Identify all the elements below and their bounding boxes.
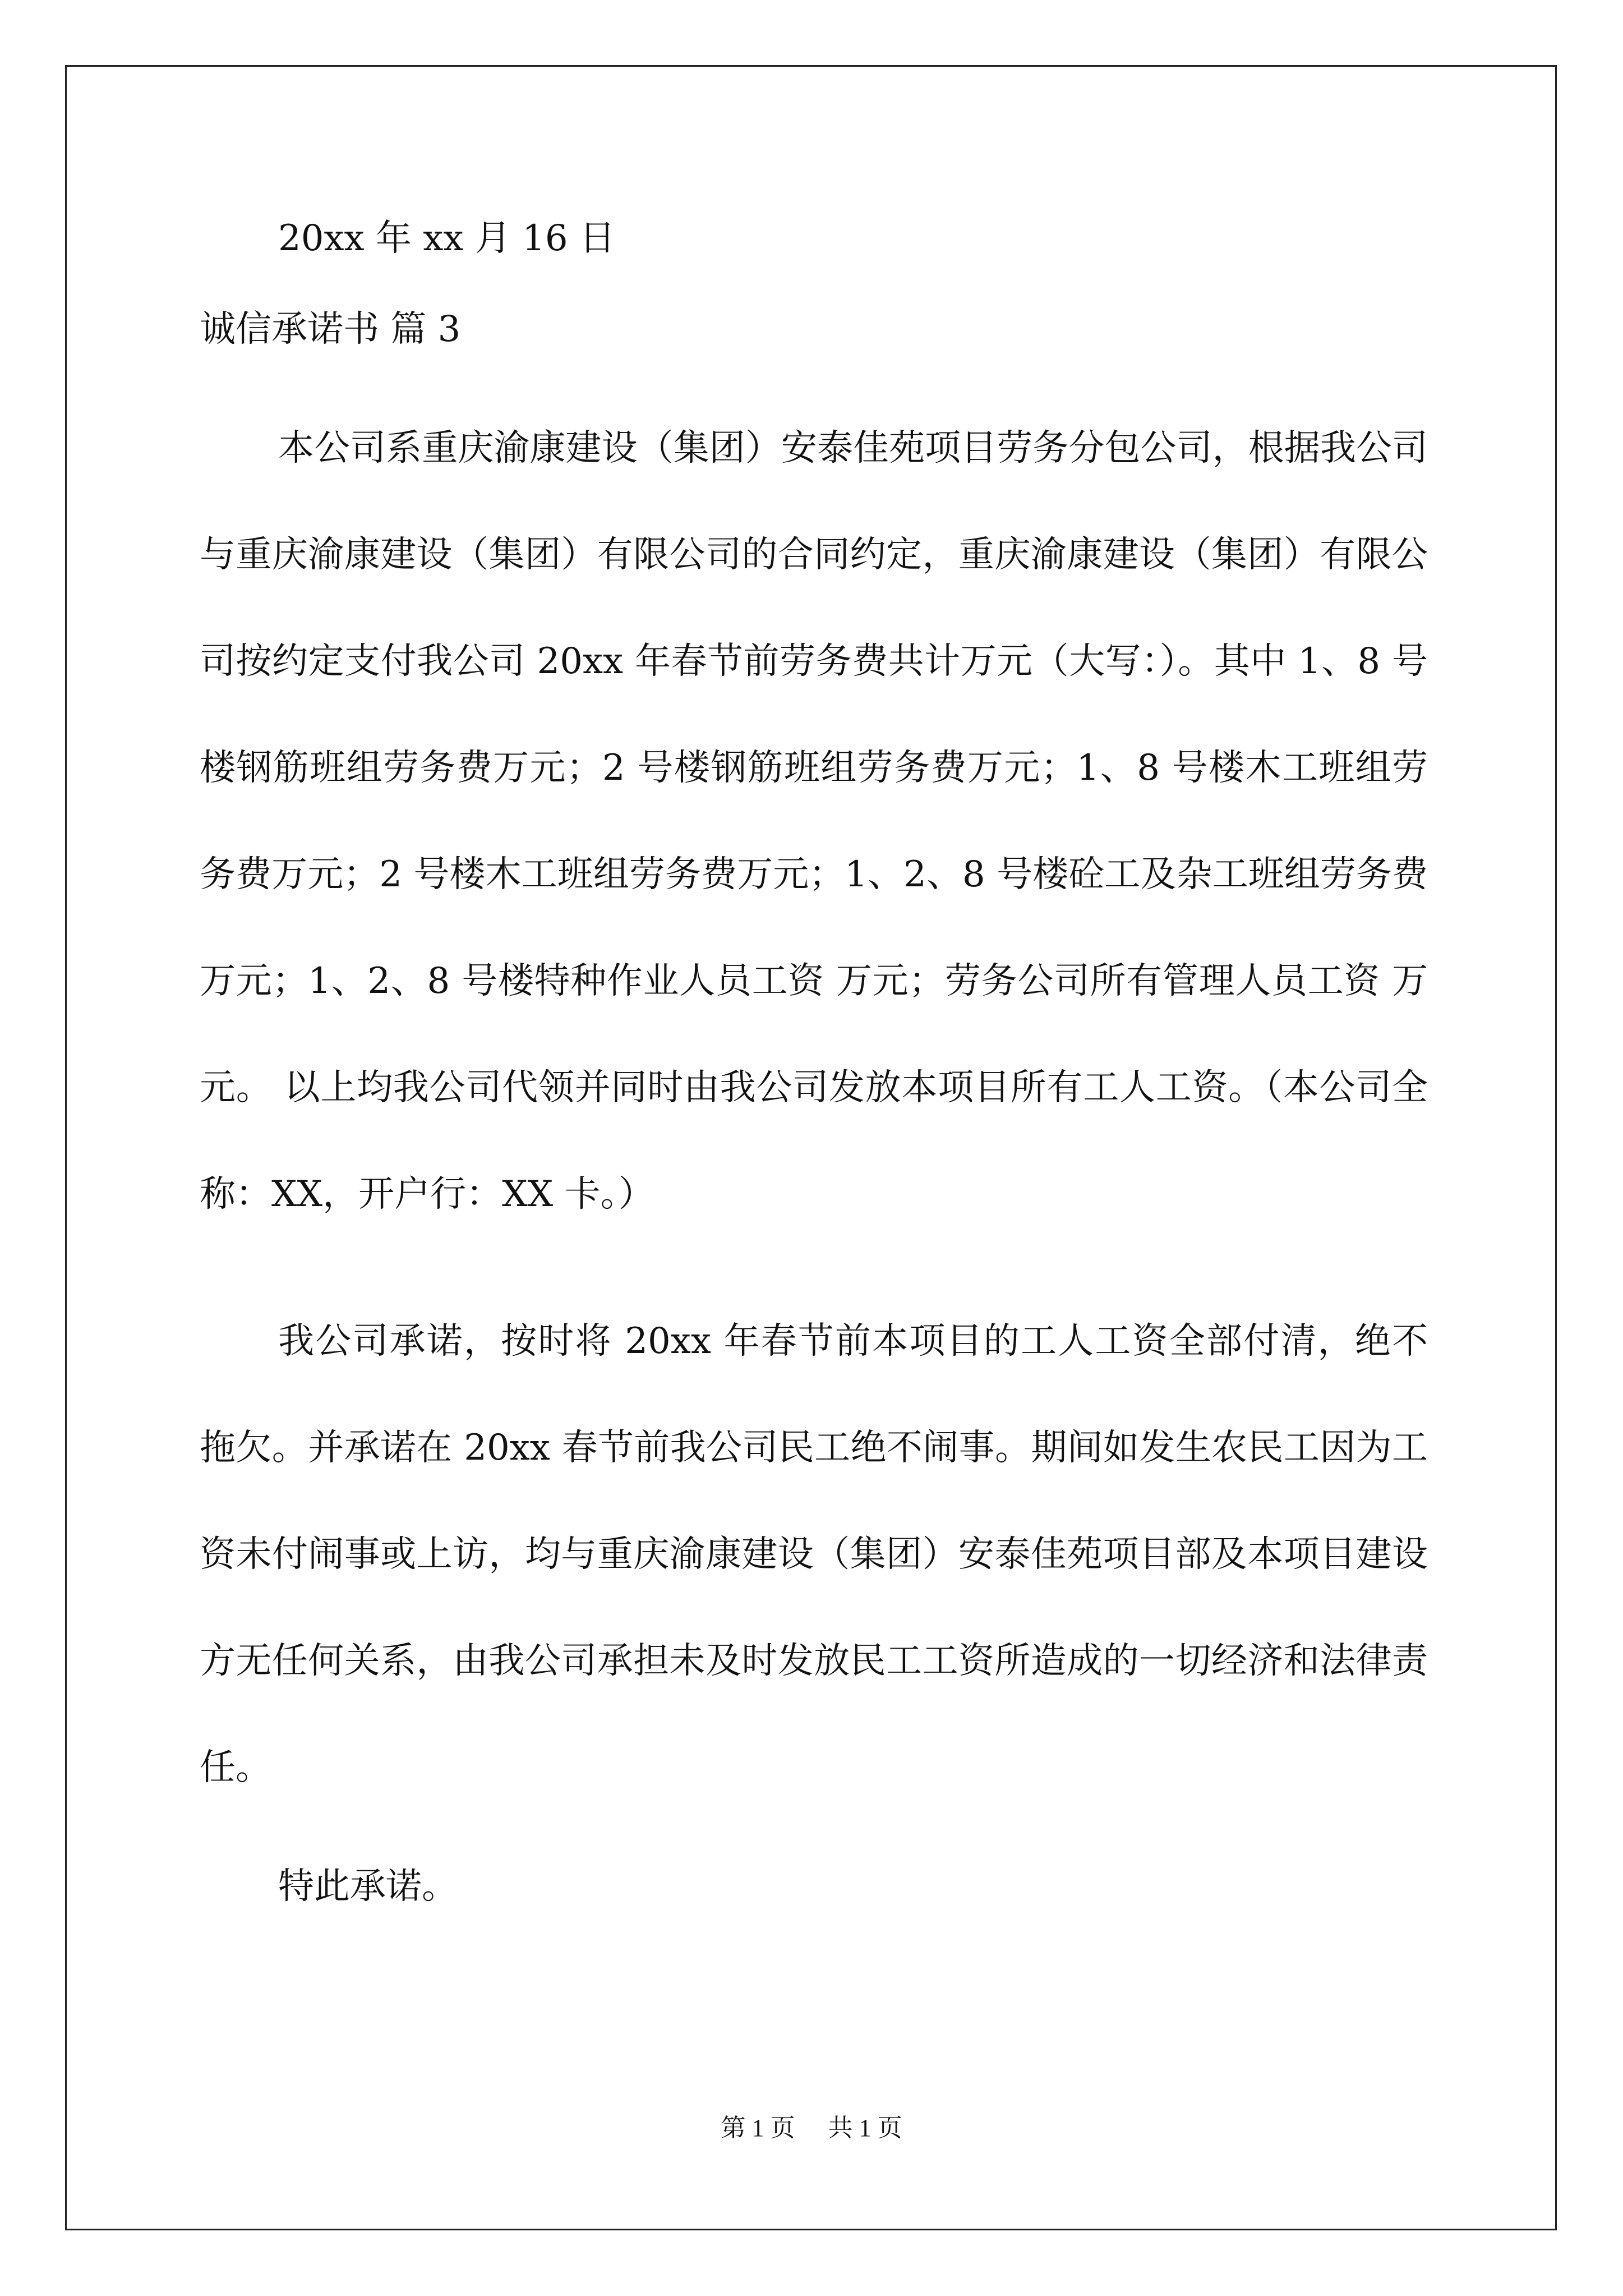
page-footer (0, 2111, 1623, 2145)
date-line: 20xx 年 xx 月 16 日 (278, 218, 615, 259)
paragraph-commitment: 我公司承诺，按时将 20xx 年春节前本项目的工人工资全部付清，绝不拖欠。并承诺在 20xx 春节前我公司民工绝不闹事。期间如发生农民工因为工资未付闹事或上访，均与重庆渝康建设（集团）安泰佳苑项目部及本项目建设方无任何关系，由我公司承担未及时发放民工工资所造成的一切经济和法律责任。 (200, 1320, 1428, 1788)
closing-statement: 特此承诺。 (278, 1866, 458, 1907)
page-number-current: 第 1 页 (721, 2114, 795, 2142)
paragraph-payment-details: 本公司系重庆渝康建设（集团）安泰佳苑项目劳务分包公司，根据我公司与重庆渝康建设（集团）有限公司的合同约定，重庆渝康建设（集团）有限公司按约定支付我公司 20xx 年春节前劳务费共计万元（大写：）。其中 1、8 号楼钢筋班组劳务费万元；2 号楼钢筋班组劳务费万元；1、8 号楼木工班组劳务费万元；2 号楼木工班组劳务费万元；1、2、8 号楼砼工及杂工班组劳务费 万元；1、2、8 号楼特种作业人员工资 万元；劳务公司所有管理人员工资 万元。 以上均我公司代领并同时由我公司发放本项目所有工人工资。（本公司全称：XX，开户行：XX 卡。） (200, 427, 1428, 1215)
section-title: 诚信承诺书 篇 3 (200, 309, 461, 350)
page-number-total: 共 1 页 (828, 2114, 902, 2142)
document-body (200, 213, 1428, 1912)
